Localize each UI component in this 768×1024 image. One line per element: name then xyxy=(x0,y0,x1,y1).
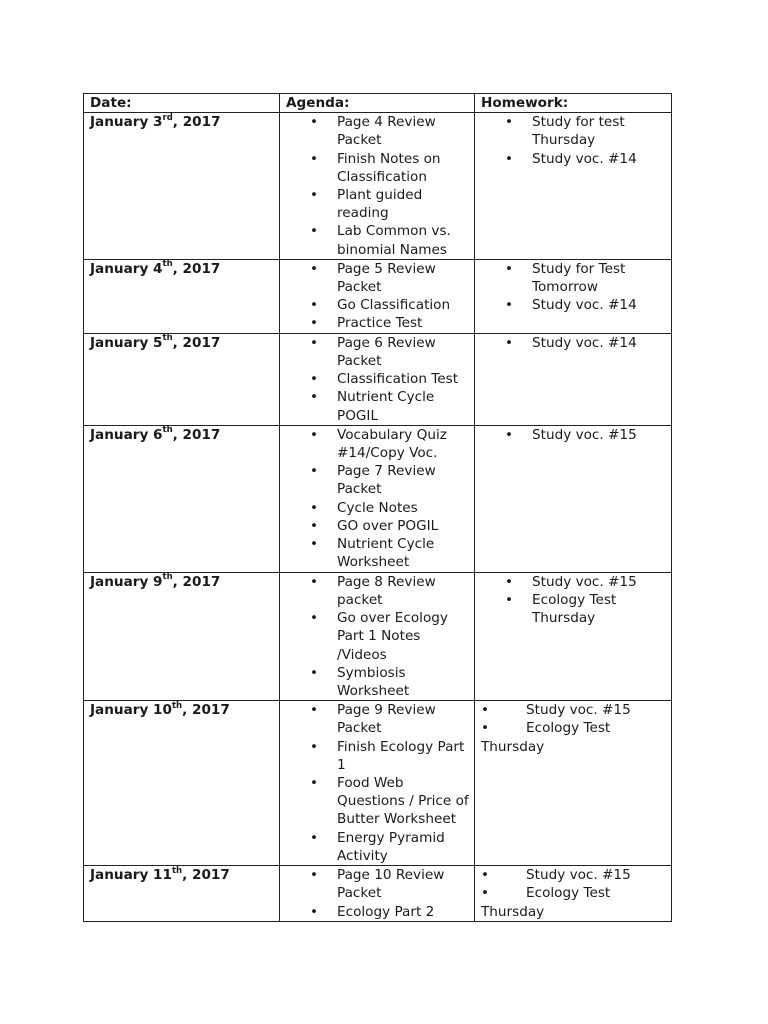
date-cell xyxy=(84,572,280,700)
agenda-item: • Food Web Questions / Price of Butter Worksheet xyxy=(337,774,469,829)
homework-list xyxy=(481,573,666,628)
agenda-item: • Finish Notes on Classification xyxy=(337,150,469,186)
date-year: , 2017 xyxy=(172,334,221,351)
header-agenda: Agenda: xyxy=(280,94,475,113)
date-text: January 6 xyxy=(90,426,163,443)
homework-item-text: Ecology Test Thursday xyxy=(481,885,615,920)
homework-item xyxy=(481,884,666,920)
agenda-item: • Page 7 Review Packet xyxy=(337,462,469,498)
agenda-item: • Cycle Notes xyxy=(337,499,469,517)
agenda-list xyxy=(286,334,469,425)
table-row xyxy=(84,866,672,922)
bullet-glyph: • xyxy=(481,885,490,902)
agenda-item: • Plant guided reading xyxy=(337,186,469,222)
date-text: January 5 xyxy=(90,334,163,351)
date-text: January 4 xyxy=(90,260,163,277)
agenda-cell xyxy=(280,259,475,333)
homework-item: • Study for test Thursday xyxy=(532,113,666,149)
date-ordinal: th xyxy=(171,865,183,876)
homework-plain-list xyxy=(481,866,666,921)
homework-cell xyxy=(475,425,672,572)
agenda-list xyxy=(286,573,469,700)
agenda-item: • Vocabulary Quiz #14/Copy Voc. xyxy=(337,426,469,462)
agenda-cell xyxy=(280,113,475,260)
homework-item: • Study for Test Tomorrow xyxy=(532,260,666,296)
agenda-cell xyxy=(280,701,475,866)
agenda-item: • Go over Ecology Part 1 Notes /Videos xyxy=(337,609,469,664)
homework-item-text: Ecology Test Thursday xyxy=(481,720,615,755)
homework-list xyxy=(481,113,666,168)
bullet-glyph: • xyxy=(481,867,490,884)
agenda-list xyxy=(286,260,469,333)
agenda-item: • Practice Test xyxy=(337,314,469,332)
date-year: , 2017 xyxy=(172,260,221,277)
date-year: , 2017 xyxy=(172,114,221,131)
homework-item xyxy=(481,719,666,755)
date-cell xyxy=(84,259,280,333)
agenda-cell xyxy=(280,425,475,572)
bullet-glyph: • xyxy=(481,702,490,719)
homework-item xyxy=(481,701,666,719)
homework-cell xyxy=(475,866,672,922)
date-year: , 2017 xyxy=(172,573,221,590)
homework-list xyxy=(481,426,666,444)
agenda-item: • GO over POGIL xyxy=(337,517,469,535)
agenda-item: • Go Classification xyxy=(337,296,469,314)
homework-item-text: Study voc. #15 xyxy=(526,867,631,884)
agenda-list xyxy=(286,113,469,259)
homework-item-text: Study voc. #15 xyxy=(526,702,631,719)
date-year: , 2017 xyxy=(172,426,221,443)
homework-item: • Ecology Test Thursday xyxy=(532,591,666,627)
agenda-item: • Nutrient Cycle Worksheet xyxy=(337,535,469,571)
bullet-glyph: • xyxy=(481,720,490,737)
agenda-item: • Symbiosis Worksheet xyxy=(337,664,469,700)
homework-item: • Study voc. #15 xyxy=(532,573,666,591)
date-cell xyxy=(84,866,280,922)
homework-cell xyxy=(475,701,672,866)
date-ordinal: th xyxy=(162,259,173,270)
agenda-item: • Classification Test xyxy=(337,370,469,388)
date-text: January 3 xyxy=(90,114,163,131)
agenda-list xyxy=(286,426,469,572)
homework-cell xyxy=(475,572,672,700)
homework-item: • Study voc. #14 xyxy=(532,334,666,352)
agenda-list xyxy=(286,701,469,865)
table-row xyxy=(84,425,672,572)
agenda-item: • Page 5 Review Packet xyxy=(337,260,469,296)
header-homework: Homework: xyxy=(475,94,672,113)
date-ordinal: th xyxy=(162,333,173,344)
agenda-table xyxy=(83,93,672,922)
date-text: January 10 xyxy=(90,702,172,719)
agenda-item: • Page 9 Review Packet xyxy=(337,701,469,737)
agenda-item: • Page 6 Review Packet xyxy=(337,334,469,370)
agenda-item: • Finish Ecology Part 1 xyxy=(337,738,469,774)
agenda-cell xyxy=(280,572,475,700)
homework-item: • Study voc. #14 xyxy=(532,296,666,314)
date-cell xyxy=(84,701,280,866)
homework-list xyxy=(481,260,666,315)
header-row xyxy=(84,94,672,113)
date-cell xyxy=(84,333,280,425)
agenda-list xyxy=(286,866,469,921)
agenda-cell xyxy=(280,333,475,425)
agenda-cell xyxy=(280,866,475,922)
date-ordinal: rd xyxy=(162,112,173,123)
agenda-item: • Lab Common vs. binomial Names xyxy=(337,222,469,258)
date-text: January 9 xyxy=(90,573,163,590)
homework-cell xyxy=(475,333,672,425)
date-ordinal: th xyxy=(162,425,173,436)
homework-item xyxy=(481,866,666,884)
date-year: , 2017 xyxy=(182,702,230,719)
date-ordinal: th xyxy=(162,572,173,583)
table-row xyxy=(84,113,672,260)
table-row xyxy=(84,572,672,700)
agenda-item: • Energy Pyramid Activity xyxy=(337,829,469,865)
homework-item: • Study voc. #15 xyxy=(532,426,666,444)
date-cell xyxy=(84,113,280,260)
date-year: , 2017 xyxy=(182,867,230,884)
date-ordinal: th xyxy=(171,700,183,711)
homework-list xyxy=(481,334,666,352)
date-cell xyxy=(84,425,280,572)
header-date: Date: xyxy=(84,94,280,113)
agenda-item: • Page 10 Review Packet xyxy=(337,866,469,902)
homework-plain-list xyxy=(481,701,666,756)
date-text: January 11 xyxy=(90,867,172,884)
agenda-item: • Nutrient Cycle POGIL xyxy=(337,388,469,424)
homework-item: • Study voc. #14 xyxy=(532,150,666,168)
table-row xyxy=(84,333,672,425)
table-row xyxy=(84,259,672,333)
agenda-item: • Ecology Part 2 xyxy=(337,903,469,921)
table-body xyxy=(84,113,672,922)
agenda-item: • Page 4 Review Packet xyxy=(337,113,469,149)
agenda-item: • Page 8 Review packet xyxy=(337,573,469,609)
homework-cell xyxy=(475,259,672,333)
table-row xyxy=(84,701,672,866)
homework-cell xyxy=(475,113,672,260)
